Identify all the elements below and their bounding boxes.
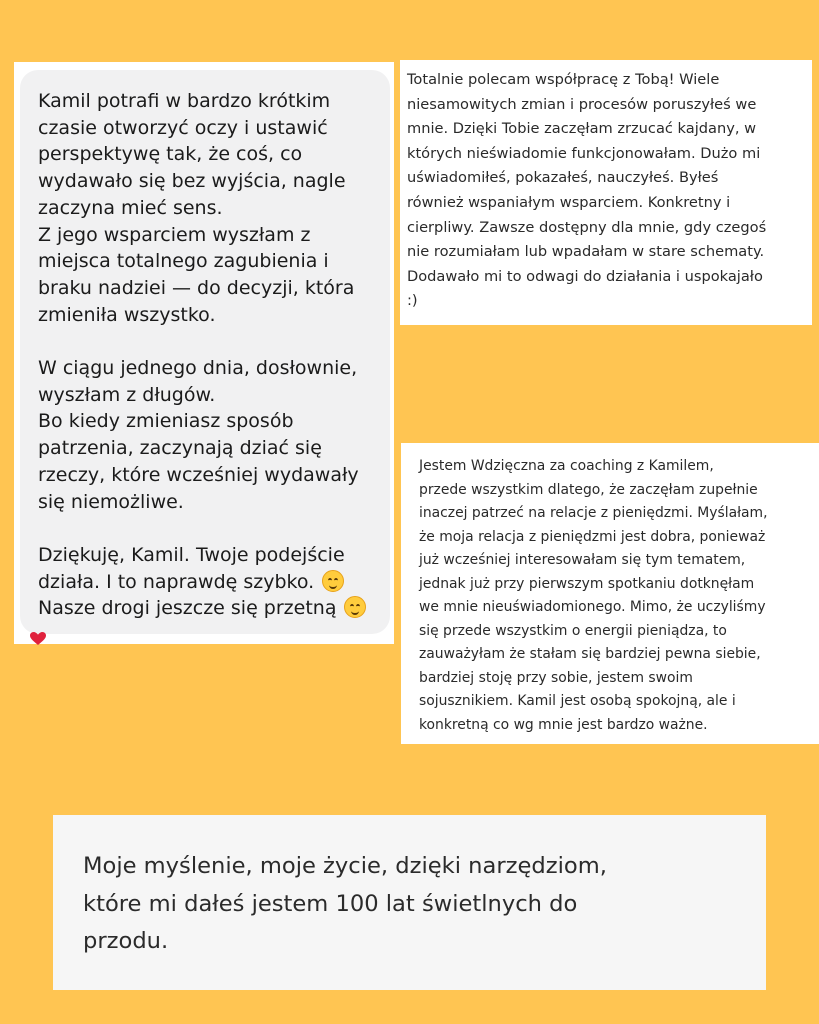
text-line: Dodawało mi to odwagi do działania i uspokajało (407, 267, 763, 285)
testimonial-card-3 (401, 443, 819, 744)
text-line: konkretną co wg mnie jest bardzo ważne. (419, 716, 708, 733)
text-line: jednak już przy pierwszym spotkaniu dotknęłam (419, 575, 755, 592)
text-line: rzeczy, które wcześniej wydawały (38, 463, 359, 486)
testimonial-text (419, 455, 768, 737)
paragraph-gap (38, 515, 366, 542)
text-line: które mi dałeś jestem 100 lat świetlnych do (83, 890, 578, 917)
text-line: miejsca totalnego zagubienia i (38, 250, 329, 273)
text-line: już wcześniej interesowałam się tym tematem, (419, 552, 746, 568)
testimonial-card-1 (14, 62, 394, 644)
text-line: których nieświadomie funkcjonowałam. Dużo mi (407, 144, 761, 162)
paragraph-gap (38, 328, 366, 355)
text-line: uświadomiłeś, pokazałeś, nauczyłeś. Byłeś (407, 169, 719, 187)
red-heart-emoji-icon (30, 632, 46, 646)
text-line: również wspaniałym wsparciem. Konkretny i (407, 193, 731, 211)
text-line: Kamil potrafi w bardzo krótkim (38, 90, 331, 112)
text-line: Jestem Wdzięczna za coaching z Kamilem, (419, 458, 714, 474)
text-line: wydawało się bez wyjścia, nagle (38, 170, 346, 193)
text-line: patrzenia, zaczynają dziać się (38, 437, 322, 460)
text-line: zmieniła wszystko. (38, 303, 216, 326)
text-line: W ciągu jednego dnia, dosłownie, (38, 357, 358, 380)
text-line: bardziej stoję przy sobie, jestem swoim (419, 669, 693, 686)
message-bubble (20, 70, 390, 634)
text-line: inaczej patrzeć na relacje z pieniędzmi. Myślałam, (419, 505, 768, 521)
text-line: Totalnie polecam współpracę z Tobą! Wiele (407, 71, 720, 88)
text-line: braku nadziei — do decyzji, która (38, 276, 355, 299)
text-line: czasie otworzyć oczy i ustawić (38, 116, 328, 139)
text-line: przodu. (83, 928, 169, 954)
text-line: że moja relacja z pieniędzmi jest dobra, ponieważ (419, 528, 766, 545)
text-line: niesamowitych zmian i procesów poruszyłeś we (407, 95, 757, 113)
testimonial-text (38, 88, 366, 622)
text-line: perspektywę tak, że coś, co (38, 143, 303, 166)
text-line: wyszłam z długów. (38, 383, 216, 406)
text-line: się przede wszystkim o energii pieniądza, to (419, 622, 727, 639)
text-line: zaczyna mieć sens. (38, 196, 223, 219)
text-line: Z jego wsparciem wyszłam z (38, 223, 311, 246)
text-line-with-emoji (38, 569, 366, 596)
testimonial-card-2 (400, 60, 812, 325)
text-line: cierpliwy. Zawsze dostępny dla mnie, gdy czegoś (407, 218, 767, 236)
text-line: Nasze drogi jeszcze się przetną (38, 597, 337, 620)
hugging-face-emoji-icon (322, 570, 344, 592)
text-line: :) (407, 292, 418, 310)
testimonial-text (83, 848, 607, 961)
text-line: we mnie nieuświadomionego. Mimo, że uczyliśmy (419, 599, 766, 615)
text-line: przede wszystkim dlatego, że zaczęłam zupełnie (419, 481, 758, 498)
star-struck-emoji-icon (344, 596, 366, 618)
text-line: zauważyłam że stałam się bardziej pewna siebie, (419, 646, 761, 662)
text-line: Moje myślenie, moje życie, dzięki narzędziom, (83, 853, 607, 879)
testimonial-card-4 (53, 815, 766, 990)
text-line: Dziękuję, Kamil. Twoje podejście (38, 543, 345, 566)
text-line: sojusznikiem. Kamil jest osobą spokojną, ale i (419, 693, 736, 709)
text-line: się niemożliwe. (38, 490, 184, 513)
text-line: mnie. Dzięki Tobie zaczęłam zrzucać kajdany, w (407, 120, 757, 138)
testimonial-text (407, 68, 766, 314)
text-line: nie rozumiałam lub wpadałam w stare schematy. (407, 243, 765, 261)
text-line: Bo kiedy zmieniasz sposób (38, 410, 294, 433)
text-line-with-emoji (38, 595, 366, 622)
text-line: działa. I to naprawdę szybko. (38, 570, 315, 593)
